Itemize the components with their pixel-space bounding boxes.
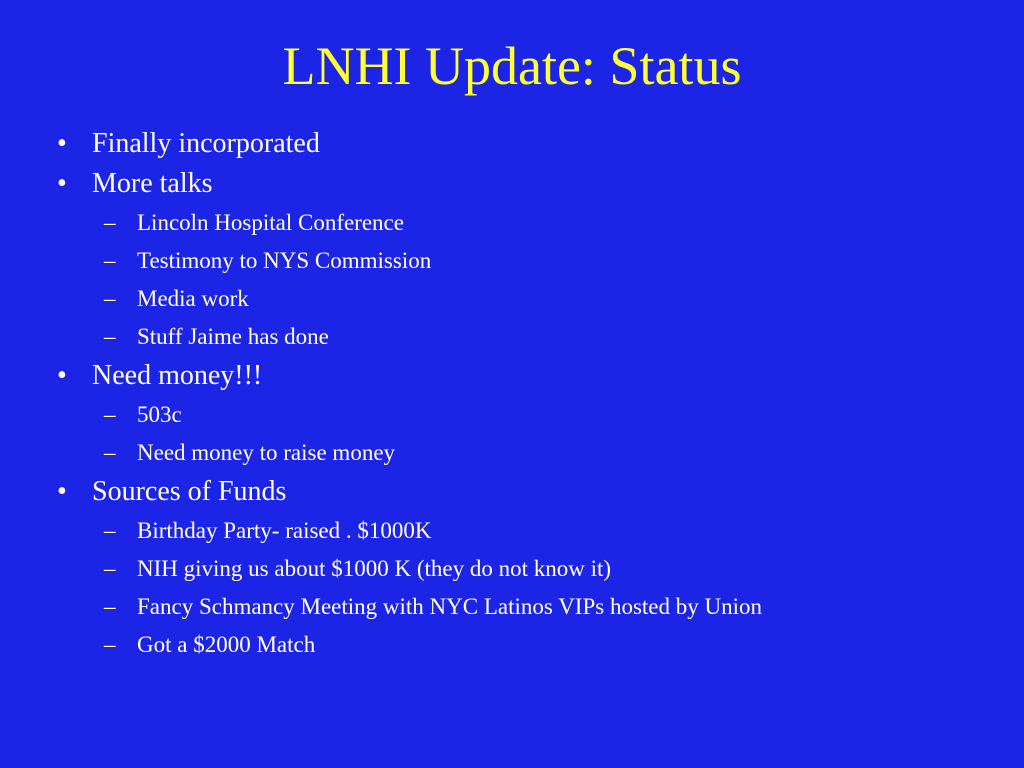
sub-item-text: Got a $2000 Match [137,632,316,657]
dash-icon: – [104,402,116,427]
sub-item-birthday-party [0,512,1024,550]
bullet-icon: • [57,168,67,199]
sub-item-text: NIH giving us about $1000 K (they do not know it) [137,556,612,581]
sub-item-2000-match [0,626,1024,664]
sub-item-need-money-to-raise-money [0,434,1024,472]
dash-icon: – [104,286,116,311]
sub-item-stuff-jaime-has-done [0,318,1024,356]
sub-item-text: Need money to raise money [137,440,396,465]
bullet-item-sources-of-funds [0,472,1024,512]
dash-icon: – [104,324,116,349]
sub-item-text: 503c [137,402,182,427]
dash-icon: – [104,632,116,657]
dash-icon: – [104,210,116,235]
sub-item-nih-giving [0,550,1024,588]
slide-content [0,124,1024,664]
bullet-text: Finally incorporated [92,128,320,159]
sub-item-text: Media work [137,286,249,311]
bullet-item-finally-incorporated [0,124,1024,164]
bullet-text: Sources of Funds [92,476,287,507]
sub-item-text: Testimony to NYS Commission [137,248,432,273]
bullet-item-need-money [0,356,1024,396]
sub-item-503c [0,396,1024,434]
dash-icon: – [104,440,116,465]
dash-icon: – [104,248,116,273]
sub-item-media-work [0,280,1024,318]
sub-item-text: Lincoln Hospital Conference [137,210,404,235]
bullet-icon: • [57,128,67,159]
sub-item-text: Stuff Jaime has done [137,324,329,349]
sub-item-text: Fancy Schmancy Meeting with NYC Latinos VIPs hosted by Union [137,594,762,619]
sub-item-testimony-nys-commission [0,242,1024,280]
bullet-icon: • [57,476,67,507]
slide-title: LNHI Update: Status [282,36,742,96]
sub-item-lincoln-hospital-conference [0,204,1024,242]
dash-icon: – [104,556,116,581]
bullet-text: More talks [92,168,213,199]
bullet-item-more-talks [0,164,1024,204]
bullet-text: Need money!!! [92,360,263,391]
sub-item-text: Birthday Party- raised . $1000K [137,518,432,543]
sub-item-fancy-schmancy-meeting [0,588,1024,626]
dash-icon: – [104,518,116,543]
dash-icon: – [104,594,116,619]
bullet-icon: • [57,360,67,391]
